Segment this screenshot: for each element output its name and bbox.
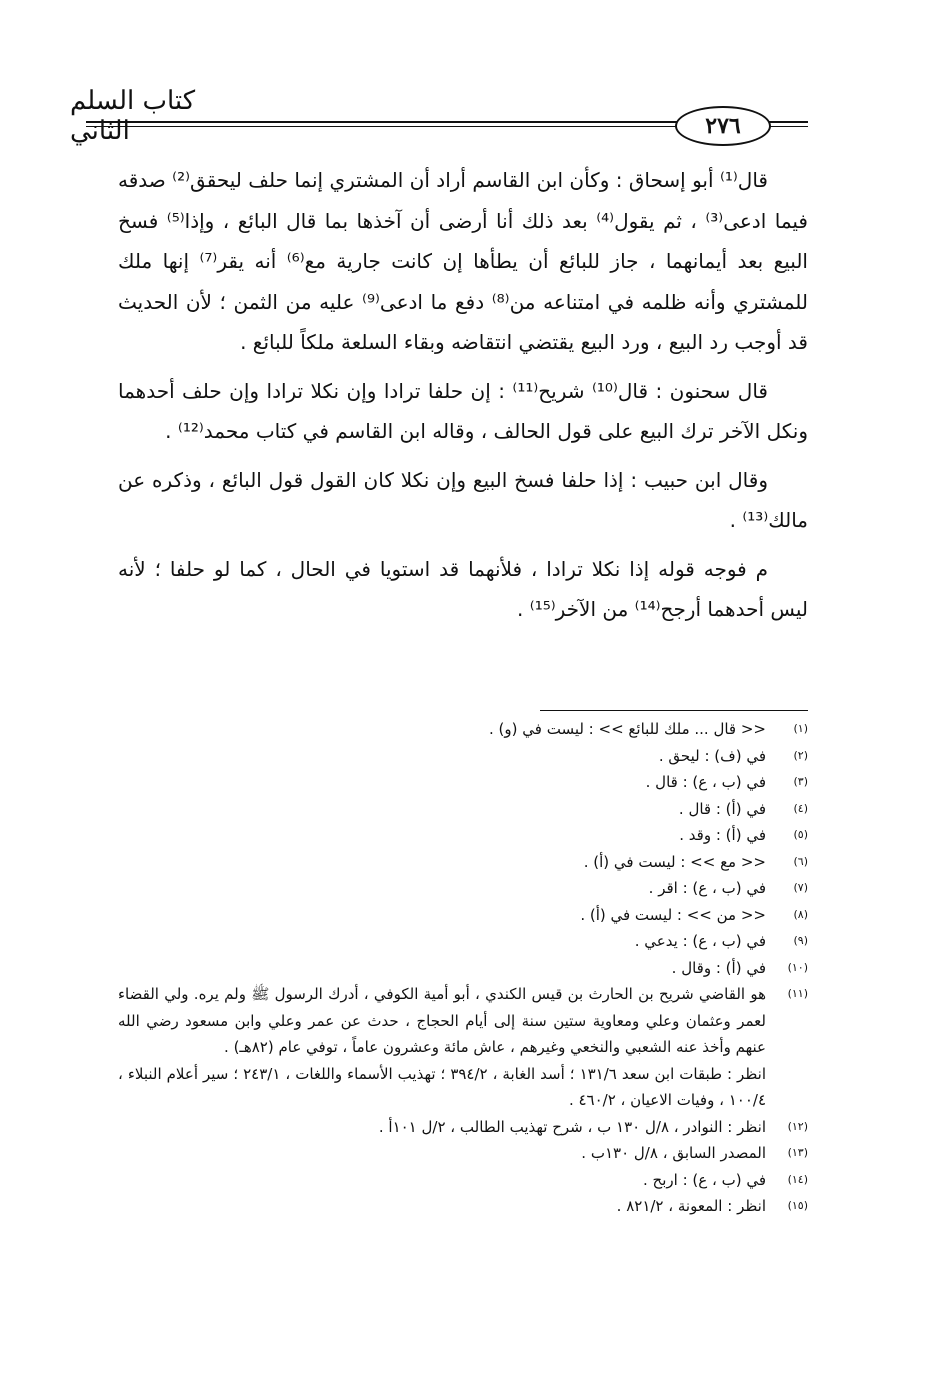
footnote	[118, 743, 808, 770]
footnote	[118, 1140, 808, 1167]
footnote-text: في (أ) : وقد .	[679, 826, 766, 844]
footnote	[118, 1114, 808, 1141]
footnote-number: (١٠)	[787, 960, 808, 974]
paragraph: وقال ابن حبيب : إذا حلفا فسخ البيع وإن نكلا كان القول قول البائع ، وذكره عن مالك⁽¹³⁾ .	[118, 467, 808, 532]
footnote-text: في (ب ، ع) : اربح .	[643, 1170, 766, 1189]
footnote-text: في (ب ، ع) : قال .	[645, 773, 766, 791]
footnote	[118, 902, 808, 929]
footnote	[118, 1061, 808, 1114]
footnote-number: (٩)	[793, 934, 808, 947]
footnote-text: في (ف) : ليحق .	[658, 746, 766, 765]
footnote	[118, 875, 808, 902]
footnote	[118, 849, 808, 876]
footnote-text: << من >> : ليست في (أ) .	[580, 905, 766, 924]
footnote	[118, 1167, 808, 1194]
footnote-number: (١٤)	[787, 1172, 808, 1186]
footnote-number: (٤)	[793, 801, 808, 815]
footnote-text: هو القاضي شريح بن الحارث بن قيس الكندي ، أبو أمية الكوفي ، أدرك الرسول ﷺ ولم يره. ولي القضاء لعمر وعثمان وعلي ومعاوية ستين سنة إلى أيام الحجاج ، حدث عن عمر وعلي وابن مسعود رضي الله عنهم وأخذ عنه الشعبي والنخعي وغيرهم ، عاش مائة وعشرون عاماً ، توفي عام (٨٢هـ) .	[118, 985, 766, 1056]
footnote	[118, 769, 808, 796]
footnote-text: انظر : المعونة ، ٨٢١/٢ .	[616, 1197, 766, 1215]
footnote-text: << قال ... ملك للبائع >> : ليست في (و) .	[489, 720, 766, 738]
footnote	[118, 981, 808, 1061]
footnote	[118, 955, 808, 982]
footnote	[118, 928, 808, 955]
footnote-number: (٧)	[793, 881, 808, 894]
footnote	[118, 1193, 808, 1220]
footnote	[118, 716, 808, 743]
footnote-number: (١٣)	[787, 1146, 808, 1159]
footnote-number: (١١)	[787, 987, 808, 1000]
footnote-number: (٨)	[793, 907, 808, 921]
footnote-text: انظر : طبقات ابن سعد ١٣١/٦ ؛ أسد الغابة ، ٣٩٤/٢ ؛ تهذيب الأسماء واللغات ، ٢٤٣/١ ؛ سير أعلام النبلاء ، ١٠٠/٤ ، وفيات الاعيان ، ٤٦٠/٢ .	[118, 1064, 766, 1109]
footnote-text: في (أ) : قال .	[678, 799, 766, 818]
footnote-text: انظر : النوادر ، ٨/ل ١٣٠ ب ، شرح تهذيب الطالب ، ٢/ل ١٠١أ .	[378, 1117, 766, 1136]
footnote-text: << مع >> : ليست في (أ) .	[583, 852, 766, 871]
page-number: ٢٧٦	[675, 106, 771, 146]
footnote	[118, 822, 808, 849]
footnote-number: (١)	[793, 722, 808, 735]
footnote-text: المصدر السابق ، ٨/ل ١٣٠ب .	[581, 1144, 766, 1162]
paragraph: قال⁽¹⁾ أبو إسحاق : وكأن ابن القاسم أراد أن المشتري إنما حلف ليحقق⁽²⁾ صدقه فيما ادعى⁽³⁾ ، ثم يقول⁽⁴⁾ بعد ذلك أنا أرضى أن آخذها بما قال البائع ، وإذا⁽⁵⁾ فسخ البيع بعد أيمانهما ، جاز للبائع أن يطأها إن كانت جارية مع⁽⁶⁾ أنه يقر⁽⁷⁾ إنها ملك للمشتري وأنه ظلمه في امتناعه من⁽⁸⁾ دفع ما ادعى⁽⁹⁾ عليه من الثمن ؛ لأن الحديث قد أوجب رد البيع ، ورد البيع يقتضي انتقاضه وبقاء السلعة ملكاً للبائع .	[118, 168, 809, 354]
footnote-number: (٦)	[793, 854, 808, 868]
footnotes	[118, 716, 808, 1220]
footnote-number: (٣)	[793, 775, 808, 788]
paragraph: م فوجه قوله إذا نكلا ترادا ، فلأنهما قد استويا في الحال ، كما لو حلفا ؛ لأنه ليس أحدهما أرجح⁽¹⁴⁾ من الآخر⁽¹⁵⁾ .	[118, 556, 808, 621]
footnote-separator	[540, 710, 808, 711]
paragraph: قال سحنون : قال⁽¹⁰⁾ شريح⁽¹¹⁾ : إن حلفا ترادا وإن نكلا ترادا وإن حلف أحدهما ونكل الآخر ترك البيع على قول الحالف ، وقاله ابن القاسم في كتاب محمد⁽¹²⁾ .	[118, 378, 808, 443]
footnote	[118, 796, 808, 823]
footnote-number: (١٥)	[787, 1199, 808, 1212]
footnote-number: (١٢)	[787, 1119, 808, 1133]
footnote-text: في (ب ، ع) : يدعي .	[634, 932, 766, 950]
footnote-number: (٢)	[793, 748, 808, 762]
footnote-number: (٥)	[793, 828, 808, 841]
running-header-title: كتاب السلم الثاني	[70, 86, 196, 146]
footnote-text: في (أ) : وقال .	[671, 958, 766, 977]
footnote-text: في (ب ، ع) : اقر .	[648, 879, 766, 897]
main-text	[118, 160, 808, 638]
